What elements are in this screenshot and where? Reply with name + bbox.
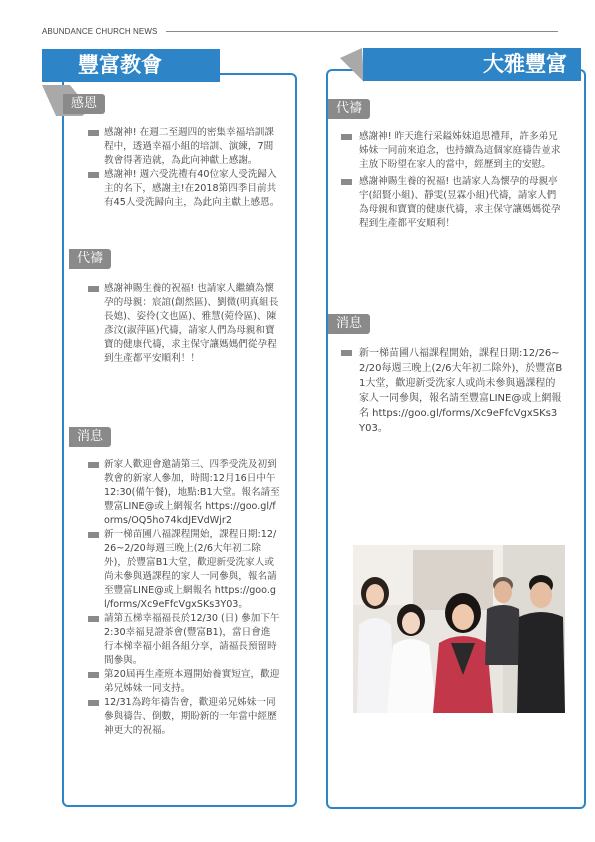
list-item: 新家人歡迎會邀請第三、四季受洗及初到教會的新家人參加，時間:12月16日中午12:30(備午餐)，地點:B1大堂。報名請至豐富LINE@或上網報名 https://goo.gl/forms/OQ5ho74kdJEVdWjr2 (88, 458, 280, 528)
newsletter-title: ABUNDANCE CHURCH NEWS (42, 27, 158, 36)
right-news-list (341, 346, 563, 436)
right-section-label-news: 消息 (328, 314, 370, 334)
list-item: 12/31為跨年禱告會，歡迎弟兄姊妹一同參與禱告、倒數，期盼新的一年當中經歷神更大的祝福。 (88, 696, 280, 738)
header-divider (166, 31, 558, 32)
left-prayer-list (88, 282, 280, 366)
list-item: 感謝神賜生養的祝福! 也請家人為懷孕的母親亭宇(紹賢小組)、靜雯(昱霖小組)代禱，請家人們為母親和寶寶的健康代禱，求主保守讓媽媽從孕程到生產都平安順利！ (341, 175, 563, 231)
left-thanks-list (88, 126, 280, 210)
list-item: 第20屆再生產班本週開始養實短宣，歡迎弟兄姊妹一同支持。 (88, 668, 280, 696)
right-section-label-prayer: 代禱 (328, 99, 370, 119)
left-section-label-prayer: 代禱 (69, 249, 111, 269)
list-item: 新一梯苗圃八福課程開始，課程日期:12/26~2/20每週三晚上(2/6大年初二除外)，於豐富B1大堂，歡迎新受洗家人或尚未參與過課程的家人一同參與，報名請至豐富LINE@或上網報名 https://goo.gl/forms/Xc9eFfcVgxSKs3Y03。 (88, 528, 280, 612)
list-item: 感謝神! 週六受洗禮有40位家人受洗歸入主的名下，感謝主!在2018第四季目前共有45人受洗歸向主，為此向主獻上感恩。 (88, 168, 280, 210)
left-banner (42, 49, 220, 82)
right-banner (363, 48, 581, 81)
right-prayer-list (341, 130, 563, 231)
list-item: 新一梯苗圃八福課程開始，課程日期:12/26~2/20每週三晚上(2/6大年初二除外)，於豐富B1大堂，歡迎新受洗家人或尚未參與過課程的家人一同參與，報名請至豐富LINE@或上網報名 https://goo.gl/forms/Xc9eFfcVgxSKs3Y03。 (341, 346, 563, 436)
list-item: 請第五梯幸福福長於12/30 (日) 參加下午2:30幸福見證茶會(豐富B1)，當日會進行本梯幸福小組各組分享，請福長預留時間參與。 (88, 612, 280, 668)
list-item: 感謝神賜生養的祝福! 也請家人繼續為懷孕的母親：宸誼(創然區)、劉微(明真組長長媳)、姿伶(文也區)、雅慧(菀伶區)、陳彥汶(淑萍區)代禱，請家人們為母親和寶寶的健康代禱，求主保守讓媽媽們從孕程到生產都平安順利！！ (88, 282, 280, 366)
left-news-list (88, 458, 280, 738)
left-section-label-thanks: 感恩 (63, 94, 105, 114)
list-item: 感謝神! 昨天進行采鎰姊妹追思禮拜，許多弟兄姊妹一同前來追念，也持續為這個家庭禱告並求主放下盼望在家人的當中，經歷到主的安慰。 (341, 130, 563, 172)
left-banner-title: 豐富教會 (78, 53, 162, 77)
group-photo (353, 545, 565, 713)
left-section-label-news: 消息 (69, 427, 111, 447)
list-item: 感謝神! 在週二至週四的密集幸福培訓課程中，透過幸福小組的培訓、演練，7間教會得著造就，為此向神獻上感謝。 (88, 126, 280, 168)
right-banner-title: 大雅豐富 (483, 52, 567, 76)
